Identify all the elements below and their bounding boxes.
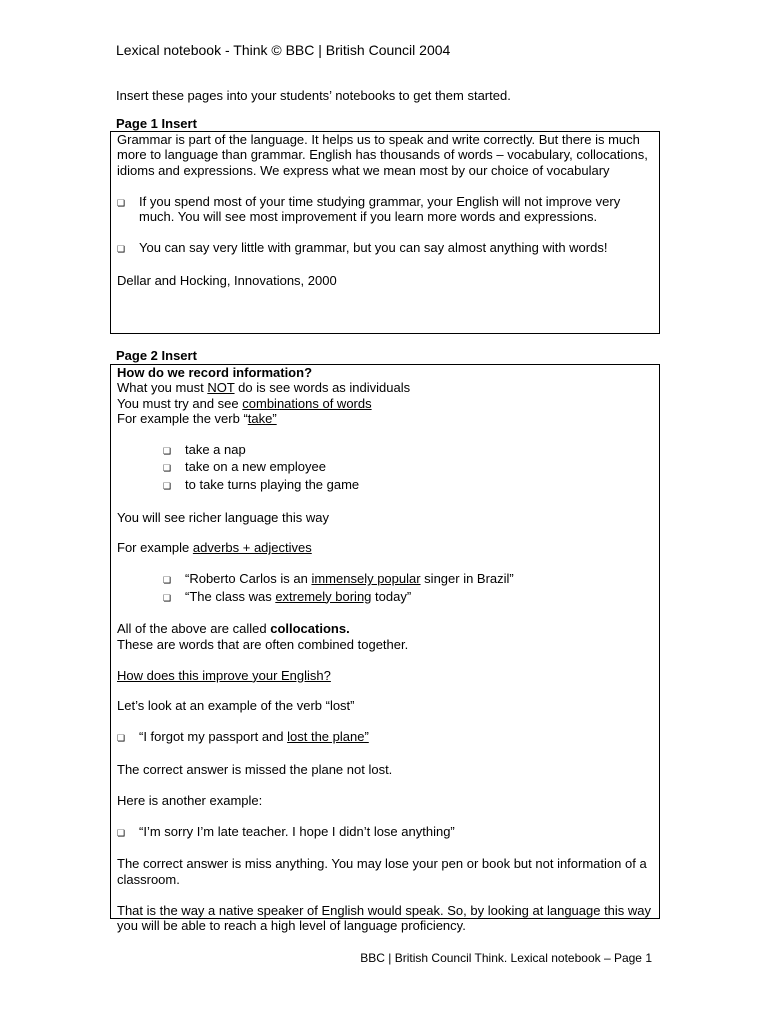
checkbox-bullet-icon: ❏: [117, 733, 126, 744]
page2-another: Here is another example:: [117, 792, 263, 808]
checkbox-bullet-icon: ❏: [163, 463, 172, 474]
lost-example: ❏ “I forgot my passport and lost the plane”: [117, 729, 653, 746]
page2-line-take: For example the verb “take”: [117, 411, 277, 427]
page2-heading: How do we record information?: [117, 365, 313, 380]
page1-title: Page 1 Insert: [116, 116, 197, 131]
page1-bullet-2: ❏ You can say very little with grammar, but you can say almost anything with words!: [117, 240, 653, 257]
page2-richer: You will see richer language this way: [117, 509, 329, 525]
checkbox-bullet-icon: ❏: [163, 446, 172, 457]
take-item: ❏ take a nap: [117, 442, 653, 459]
page-footer: BBC | British Council Think. Lexical notebook – Page 1: [360, 951, 652, 965]
checkbox-bullet-icon: ❏: [163, 575, 172, 586]
page2-lost-intro: Let’s look at an example of the verb “lost”: [117, 698, 355, 714]
take-item: ❏ take on a new employee: [117, 459, 653, 476]
page2-line-combinations: You must try and see combinations of words: [117, 395, 372, 411]
page2-example: For example adverbs + adjectives: [117, 540, 312, 556]
take-item: ❏ to take turns playing the game: [117, 477, 653, 494]
document-header: Lexical notebook - Think © BBC | British Council 2004: [116, 42, 451, 58]
page2-title: Page 2 Insert: [116, 348, 197, 363]
checkbox-bullet-icon: ❏: [163, 592, 172, 603]
intro-text: Insert these pages into your students’ notebooks to get them started.: [116, 88, 511, 103]
page2-improve-question: How does this improve your English?: [117, 667, 331, 683]
sorry-example: ❏ “I’m sorry I’m late teacher. I hope I didn’t lose anything”: [117, 824, 653, 841]
checkbox-bullet-icon: ❏: [117, 197, 126, 208]
page2-combined: These are words that are often combined together.: [117, 636, 409, 652]
checkbox-bullet-icon: ❏: [117, 243, 126, 254]
page2-native: That is the way a native speaker of English would speak. So, by looking at language this way you will be able to reach a high level of language proficiency.: [117, 902, 652, 934]
checkbox-bullet-icon: ❏: [117, 827, 126, 838]
page2-box: [110, 364, 660, 934]
checkbox-bullet-icon: ❏: [163, 480, 172, 491]
page1-citation: Dellar and Hocking, Innovations, 2000: [117, 272, 337, 288]
adverb-example: ❏ “Roberto Carlos is an immensely popular singer in Brazil”: [117, 571, 653, 588]
page2-lost-answer: The correct answer is missed the plane not lost.: [117, 762, 393, 778]
page1-box: [110, 131, 660, 334]
page1-bullet-1: ❏ If you spend most of your time studying grammar, your English will not improve very much. You will see most improvement if you learn more words and expressions.: [117, 193, 621, 225]
page2-miss-answer: The correct answer is miss anything. You may lose your pen or book but not information of a classroom.: [117, 856, 647, 887]
page2-collocations: All of the above are called collocations.: [117, 621, 350, 637]
page2-line-not: What you must NOT do is see words as individuals: [117, 380, 411, 396]
adverb-example: ❏ “The class was extremely boring today”: [117, 589, 653, 606]
page1-paragraph: Grammar is part of the language. It helps us to speak and write correctly. But there is much more to language than grammar. English has thousands of words – vocabulary, collocations, idioms and expressions. We express what we mean most by our choice of vocabulary: [117, 132, 648, 178]
